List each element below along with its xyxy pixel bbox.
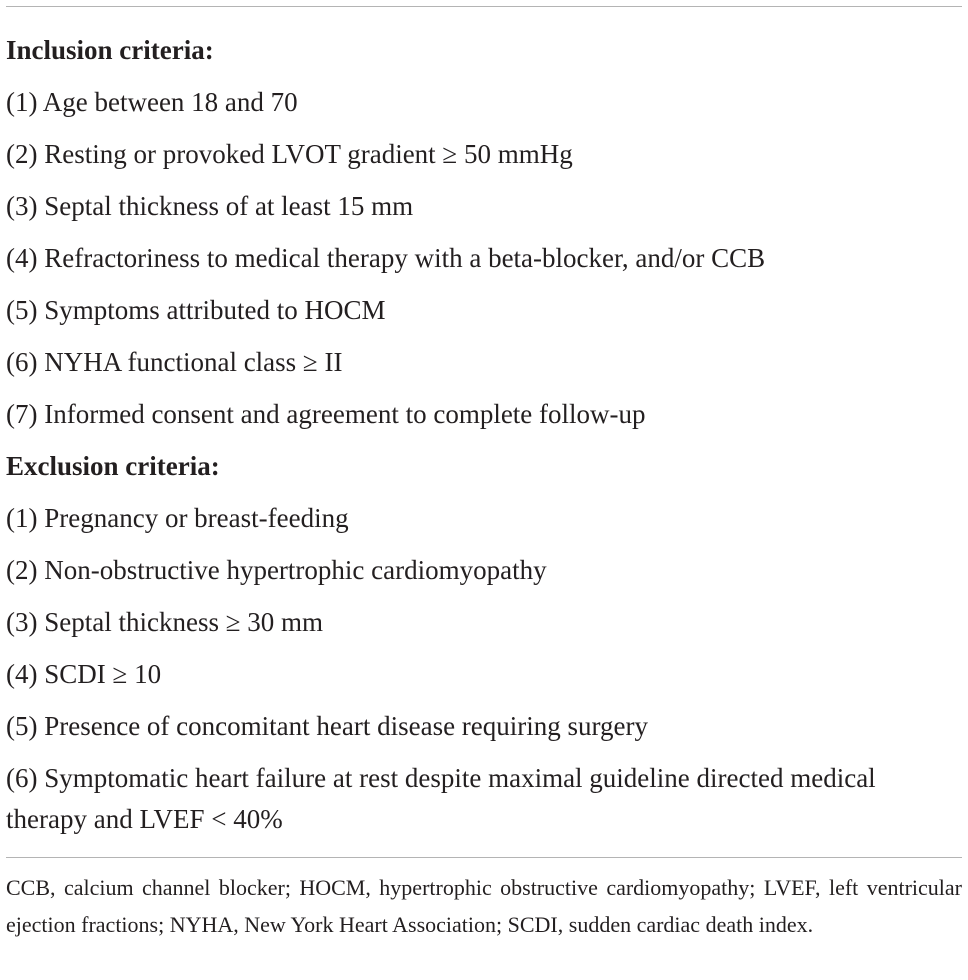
inclusion-item: (6) NYHA functional class ≥ II: [6, 347, 343, 377]
footnote-rule: [6, 857, 962, 858]
inclusion-item: (4) Refractoriness to medical therapy with a beta-blocker, and/or CCB: [6, 243, 766, 273]
exclusion-item: (4) SCDI ≥ 10: [6, 659, 162, 689]
inclusion-item: (1) Age between 18 and 70: [6, 87, 298, 117]
exclusion-item: (2) Non-obstructive hypertrophic cardiomyopathy: [6, 555, 547, 585]
exclusion-item: (1) Pregnancy or breast-feeding: [6, 503, 349, 533]
exclusion-item: (6) Symptomatic heart failure at rest despite maximal guideline directed medical therapy and LVEF < 40%: [6, 763, 876, 834]
inclusion-item: (7) Informed consent and agreement to complete follow-up: [6, 399, 646, 429]
exclusion-item: (5) Presence of concomitant heart disease requiring surgery: [6, 711, 649, 741]
exclusion-heading: Exclusion criteria:: [6, 451, 220, 481]
inclusion-heading: Inclusion criteria:: [6, 35, 214, 65]
inclusion-item: (3) Septal thickness of at least 15 mm: [6, 191, 414, 221]
table-top-rule: [6, 6, 962, 7]
table-footnote: CCB, calcium channel blocker; HOCM, hypertrophic obstructive cardiomyopathy; LVEF, left ventricular ejection fractions; NYHA, New York Heart Association; SCDI, sudden cardiac death index.: [6, 875, 962, 937]
criteria-table: [6, 24, 962, 840]
inclusion-item: (2) Resting or provoked LVOT gradient ≥ 50 mmHg: [6, 139, 573, 169]
exclusion-item: (3) Septal thickness ≥ 30 mm: [6, 607, 324, 637]
inclusion-item: (5) Symptoms attributed to HOCM: [6, 295, 386, 325]
